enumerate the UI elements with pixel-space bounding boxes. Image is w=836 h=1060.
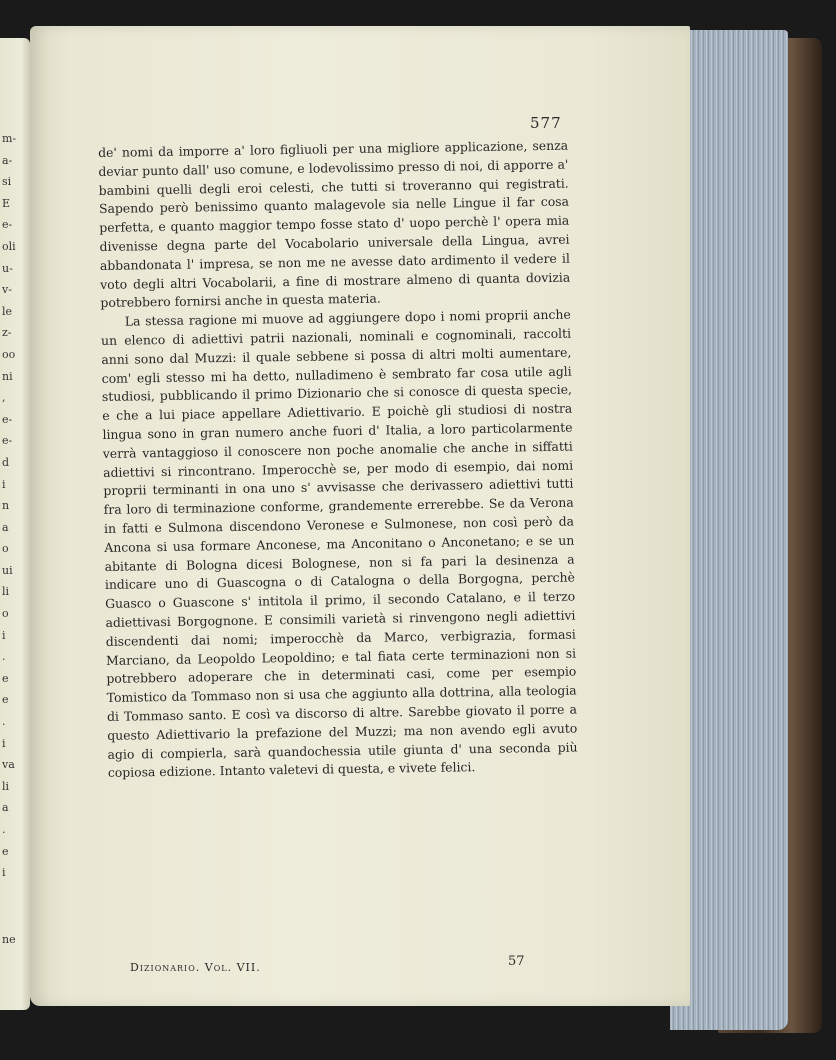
left-fragment: o (2, 607, 9, 621)
page-body (98, 137, 578, 783)
left-fragment: ui (2, 563, 13, 577)
left-fragment: e- (2, 434, 13, 448)
left-fragment: , (2, 391, 6, 405)
left-fragment: d (2, 455, 10, 469)
signature-mark: Dizionario. Vol. VII. (130, 961, 261, 974)
left-fragment: i (2, 866, 6, 880)
left-fragment: li (2, 779, 10, 793)
left-fragment: si (2, 175, 12, 189)
paragraph-1: de' nomi da imporre a' loro figliuoli per una migliore applicazione, senza deviar punto dall' uso comune, e lodevolissimo presso di noi, di apporre a' bambini quelli degli eroi celesti, che tutti si troveranno qui registrati. Sapendo però benissimo quanto malagevole sia nelle Lingue il far cosa perfetta, e quanto maggior tempo fosse stato d' uopo perchè l' opera mia divenisse degna parte del Vocabolario universale della Lingua, avrei abbandonata l' impresa, se non me ne avesse dato ardimento il vedere il voto degli altri Vocabolarii, a fine di mostrare almeno di quanta dovizia potrebbero fornirsi anche in questa materia. (98, 137, 571, 311)
left-fragment: oo (2, 347, 16, 361)
left-fragment: e- (2, 218, 13, 232)
left-fragment: ni (2, 369, 13, 383)
left-fragment: e- (2, 412, 13, 426)
signature-number: 57 (508, 954, 525, 969)
left-fragment: z- (2, 326, 12, 340)
left-fragment: i (2, 736, 6, 750)
left-fragment: e (2, 693, 9, 707)
left-fragment: i (2, 477, 6, 491)
left-fragment: i (2, 628, 6, 642)
paragraph-2: La stessa ragione mi muove ad aggiungere dopo i nomi proprii anche un elenco di adiettivi patrii nazionali, nominali e cognominali, raccolti anni sono dal Muzzi: il quale sebbene si possa di altri molti aumentare, com' egli stesso mi ha detto, nulladimeno è sembrato far cosa utile agli studiosi, pubblicando il primo Dizionario che si conosce di questa specie, e che a lui piace appellare Adiettivario. E poichè gli studiosi di nostra lingua sono in gran numero anche fuori d' Italia, a loro particolarmente verrà vantaggioso il conoscere non poche anomalie che anche in siffatti adiettivi si rincontrano. Imperocchè se, per modo di esempio, dai nomi proprii terminanti in ona uno s' avvisasse che derivassero adiettivi tutti fra loro di terminazione conforme, grandemente errerebbe. Se da Verona in fatti e Sulmona discendono Veronese e Sulmonese, non così però da Ancona si usa formare Anconese, ma Anconitano o Anconetano; e se un abitante di Bologna dicesi Bolognese, non si fa pari la desinenza a indicare uno di Guascogna o di Catalogna o della Borgogna, perchè Guasco o Guascone s' intitola il primo, il secondo Catalano, e il terzo adiettivasi Borgognone. E consimili varietà si rinvengono negli adiettivi discendenti dai nomi; imperocchè da Marco, verbigrazia, formasi Marciano, da Leopoldo Leopoldino; e tal fiata certe terminazioni non si potrebbero adoperare che in determinati casi, come per esempio Tomistico da Tommaso non si usa che aggiunto alla dottrina, alla teologia di Tommaso santo. E così va discorso di altre. Sarebbe giovato il porre a questo Adiettivario la prefazione del Muzzi; ma non avendo egli avuto agio di compierla, sarà quandochessia utile giunta d' una seconda più copiosa edizione. Intanto valetevi di questa, e vivete felici. (100, 306, 578, 781)
left-facing-page (0, 38, 30, 1010)
left-fragment: m- (2, 132, 17, 145)
left-fragment: a (2, 520, 9, 534)
left-fragment: a (2, 801, 9, 815)
left-fragment: va (2, 758, 15, 772)
left-fragment: . (2, 823, 6, 836)
left-fragment: u- (2, 261, 13, 275)
left-fragment: e (2, 844, 9, 858)
left-fragment: . (2, 715, 6, 729)
left-fragment: a- (2, 153, 13, 167)
left-fragment: oli (2, 239, 16, 253)
left-fragment: li (2, 585, 10, 599)
left-page-text-fragments (2, 128, 28, 884)
left-fragment: . (2, 650, 6, 664)
left-fragment: E (2, 196, 11, 210)
page-number: 577 (530, 114, 562, 132)
left-fragment: v- (2, 283, 12, 297)
left-fragment: e (2, 671, 9, 685)
right-page (30, 26, 690, 1006)
left-fragment: o (2, 542, 9, 556)
left-fragment: le (2, 304, 13, 318)
left-fragment: n (2, 499, 10, 513)
left-page-footer: ne (2, 933, 16, 946)
